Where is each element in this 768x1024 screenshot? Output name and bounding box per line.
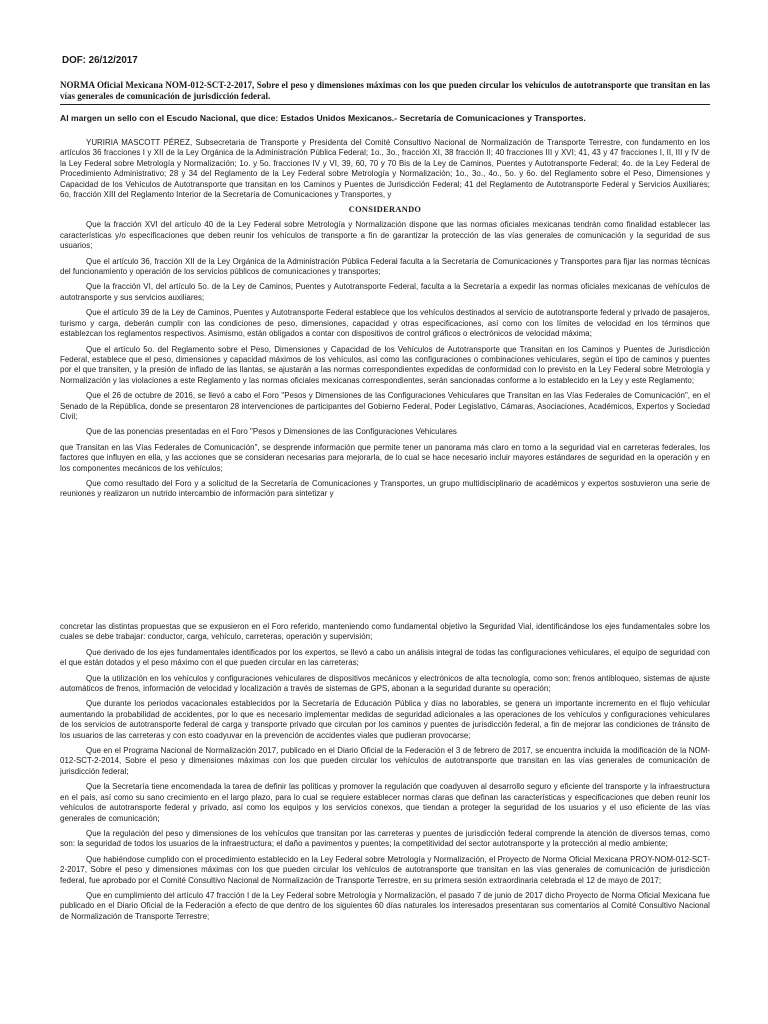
considerando-paragraph: Que en cumplimiento del artículo 47 fracción I de la Ley Federal sobre Metrología y Normalización, el pasado 7 de junio de 2017 dicho Proyecto de Norma Oficial Mexicana fue publicado en el Diario Oficial de la Federación a efecto de que dentro de los siguientes 60 días naturales los interesados presentaran sus comentarios al Comité Consultivo Nacional de Normalización de Transporte Terrestre;: [60, 890, 710, 921]
body-block-bottom: [60, 622, 710, 927]
considerando-paragraph: Que habiéndose cumplido con el procedimiento establecido en la Ley Federal sobre Metrología y Normalización, el Proyecto de Norma Oficial Mexicana PROY-NOM-012-SCT-2-2017, Sobre el peso y dimensiones máximas con los que pueden circular los vehículos de autotransporte que transitan en las vías generales de comunicación de jurisdicción federal, fue aprobado por el Comité Consultivo Nacional de Normalización de Transporte Terrestre, en su primera sesión extraordinaria celebrada el 12 de mayo de 2017;: [60, 854, 710, 885]
considerando-paragraph: concretar las distintas propuestas que se expusieron en el Foro referido, manteniendo como fundamental objetivo la Seguridad Vial, identificándose los ejes fundamentales sobre los cuales se debe trabajar: conductor, carga, vehículo, carreteras, operación y supervisión;: [60, 622, 710, 642]
considerando-paragraph: que Transitan en las Vías Federales de Comunicación", se desprende información que permite tener un panorama más claro en torno a la seguridad vial en carreteras federales, los factores que influyen en ella, y las acciones que se consideran necesarias para mejorarla, de lo cual se hace necesario incluir mayores estándares de seguridad en la operación y en los componentes mecánicos de los vehículos;: [60, 442, 710, 473]
considerando-paragraph: Que de las ponencias presentadas en el Foro "Pesos y Dimensiones de las Configuraciones Vehiculares: [86, 427, 457, 437]
considerando-paragraph: Que el artículo 5o. del Reglamento sobre el Peso, Dimensiones y Capacidad de los Vehículos de Autotransporte que Transitan en los Caminos y Puentes de Jurisdicción Federal, establece que el peso, dimensiones y capacidad máximos de los vehículos, así como las configuraciones o combinaciones vehiculares, según el tipo de caminos y puentes por el que transiten, y la presión de inflado de las llantas, se ajustarán a las normas correspondientes expedidas de conformidad con lo previsto en la Ley Federal sobre Metrología y Normalización y las violaciones a este Reglamento y las normas oficiales mexicanas correspondientes, serán sancionadas conforme a lo establecido en la Ley y este Reglamento;: [60, 344, 710, 385]
considerando-paragraph: Que durante los periodos vacacionales establecidos por la Secretaría de Educación Pública y días no laborables, se genera un importante incremento en el flujo vehicular aumentando la probabilidad de accidentes, por lo que es necesario implementar medidas de seguridad adicionales a las operaciones de los vehículos y configuraciones vehiculares de los servicios de autotransporte federal de carga y transporte privado que circulan por los caminos y puentes de jurisdicción federal, a fin de mejorar las condiciones de tránsito de los usuarios de las carreteras y con esto coadyuvar en la prevención de accidentes viales que pudieran provocarse;: [60, 699, 710, 740]
considerando-paragraph: Que el 26 de octubre de 2016, se llevó a cabo el Foro "Pesos y Dimensiones de las Configuraciones Vehiculares que Transitan en las Vías Federales de Comunicación", en el Senado de la República, donde se presentaron 28 intervenciones de participantes del Gobierno Federal, Poder Legislativo, Cámaras, Asociaciones, Académicos, Expertos y Sociedad Civil;: [60, 391, 710, 421]
body-block-top: [60, 138, 710, 505]
considerando-paragraph: Que la fracción VI, del artículo 5o. de la Ley de Caminos, Puentes y Autotransporte Federal, faculta a la Secretaría a expedir las normas oficiales mexicanas de vehículos de autotransporte y sus servicios auxiliares;: [60, 282, 710, 302]
considerando-paragraph: Que la regulación del peso y dimensiones de los vehículos que transitan por las carreteras y puentes de jurisdicción federal comprende la atención de diversos temas, como son: la seguridad de todos los usuarios de la infraestructura; el daño a pavimentos y puentes; la competitividad del sector autotransporte y la protección al medio ambiente;: [60, 828, 710, 849]
considerando-paragraph: Que en el Programa Nacional de Normalización 2017, publicado en el Diario Oficial de la Federación el 3 de febrero de 2017, se encuentra incluida la modificación de la NOM-012-SCT-2-2014, Sobre el peso y dimensiones máximas con los que pueden circular los vehículos de autotransporte que transitan en las vías generales de comunicación de jurisdicción federal;: [60, 746, 710, 776]
intro-paragraph: YURIRIA MASCOTT PÉREZ, Subsecretaria de Transporte y Presidenta del Comité Consultivo Nacional de Normalización de Transporte Terrestre, con fundamento en los artículos 36 fracciones I y XII de la Ley Orgánica de la Administración Pública Federal; 1o., 3o., fracción XI, 38 fracción II; 40 fracciones III y XVI; 41, 43 y 47 fracciones I, II, III y IV de la Ley Federal sobre Metrología y Normalización; 1o. y 5o. fracciones IV y VI, 39, 60, 70 y 70 Bis de la Ley de Caminos, Puentes y Autotransporte Federal; 4o. de la Ley Federal de Procedimiento Administrativo; 28 y 34 del Reglamento de la Ley Federal sobre Metrología y Normalización; 1o., 3o., 4o., 5o. y 6o. del Reglamento sobre el Peso, Dimensiones y Capacidad de los Vehículos de Autotransporte que transitan en los Caminos y Puentes de Jurisdicción Federal; 41 del Reglamento de Autotransporte Federal y Servicios Auxiliares; 6o, fracción XIII del Reglamento Interior de la Secretaría de Comunicaciones y Transportes, y: [60, 138, 710, 200]
considerando-paragraph: Que la Secretaría tiene encomendada la tarea de definir las políticas y promover la regulación que coadyuven al desarrollo seguro y eficiente del transporte y la infraestructura en el país, así como su sano crecimiento en el largo plazo, para lo cual se requiere establecer normas claras que definan las características y especificaciones que deben reunir los vehículos de autotransporte federal y privado, así como los equipos y los servicios conexos, que tiendan a proteger la seguridad de los usuarios y el uso eficiente de las vías generales de comunicación;: [60, 782, 710, 823]
dof-date: DOF: 26/12/2017: [62, 55, 138, 66]
norma-title: NORMA Oficial Mexicana NOM-012-SCT-2-2017, Sobre el peso y dimensiones máximas con los que pueden circular los vehículos de autotransporte que transitan en las vías generales de comunicación de jurisdicción federal.: [60, 80, 710, 101]
considerando-paragraph: Que derivado de los ejes fundamentales identificados por los expertos, se llevó a cabo un análisis integral de todas las configuraciones vehiculares, el equipo de seguridad con el que están dotados y el peso máximo con el que pueden circular en las carreteras;: [60, 647, 710, 668]
considerando-paragraph: Que la fracción XVI del artículo 40 de la Ley Federal sobre Metrología y Normalización dispone que las normas oficiales mexicanas tendrán como finalidad establecer las características y/o especificaciones que deben reunir los vehículos de transporte a fin de garantizar la protección de las vías generales de comunicación y la seguridad de sus usuarios;: [60, 220, 710, 251]
title-rule-bottom: [60, 104, 710, 105]
considerando-paragraph: Que como resultado del Foro y a solicitud de la Secretaría de Comunicaciones y Transportes, un grupo multidisciplinario de académicos y expertos sostuvieron una serie de reuniones y realizaron un nutrido intercambio de información para sintetizar y: [60, 478, 710, 499]
margin-note: Al margen un sello con el Escudo Nacional, que dice: Estados Unidos Mexicanos.- Secretaría de Comunicaciones y Transportes.: [60, 113, 586, 123]
considerando-paragraph: Que el artículo 36, fracción XII de la Ley Orgánica de la Administración Pública Federal faculta a la Secretaría de Comunicaciones y Transportes para fijar las normas técnicas del funcionamiento y operación de los servicios públicos de comunicaciones y transportes;: [60, 256, 710, 277]
considerando-paragraph: Que el artículo 39 de la Ley de Caminos, Puentes y Autotransporte Federal establece que los vehículos destinados al servicio de autotransporte federal y privado de pasajeros, turismo y carga, deberán cumplir con las condiciones de peso, dimensiones, capacidad y otras especificaciones, así como con los límites de velocidad en los términos que establezcan los reglamentos respectivos. Asimismo, están obligados a contar con dispositivos de control gráficos o electrónicos de velocidad máxima;: [60, 308, 710, 339]
section-heading: CONSIDERANDO: [348, 205, 422, 215]
considerando-paragraph: Que la utilización en los vehículos y configuraciones vehiculares de dispositivos mecánicos y electrónicos de alta tecnología, como son: frenos antibloqueo, sistemas de ajuste automáticos de frenos, información de velocidad y localización a través de sistemas de GPS, abonan a la seguridad durante su operación;: [60, 673, 710, 694]
